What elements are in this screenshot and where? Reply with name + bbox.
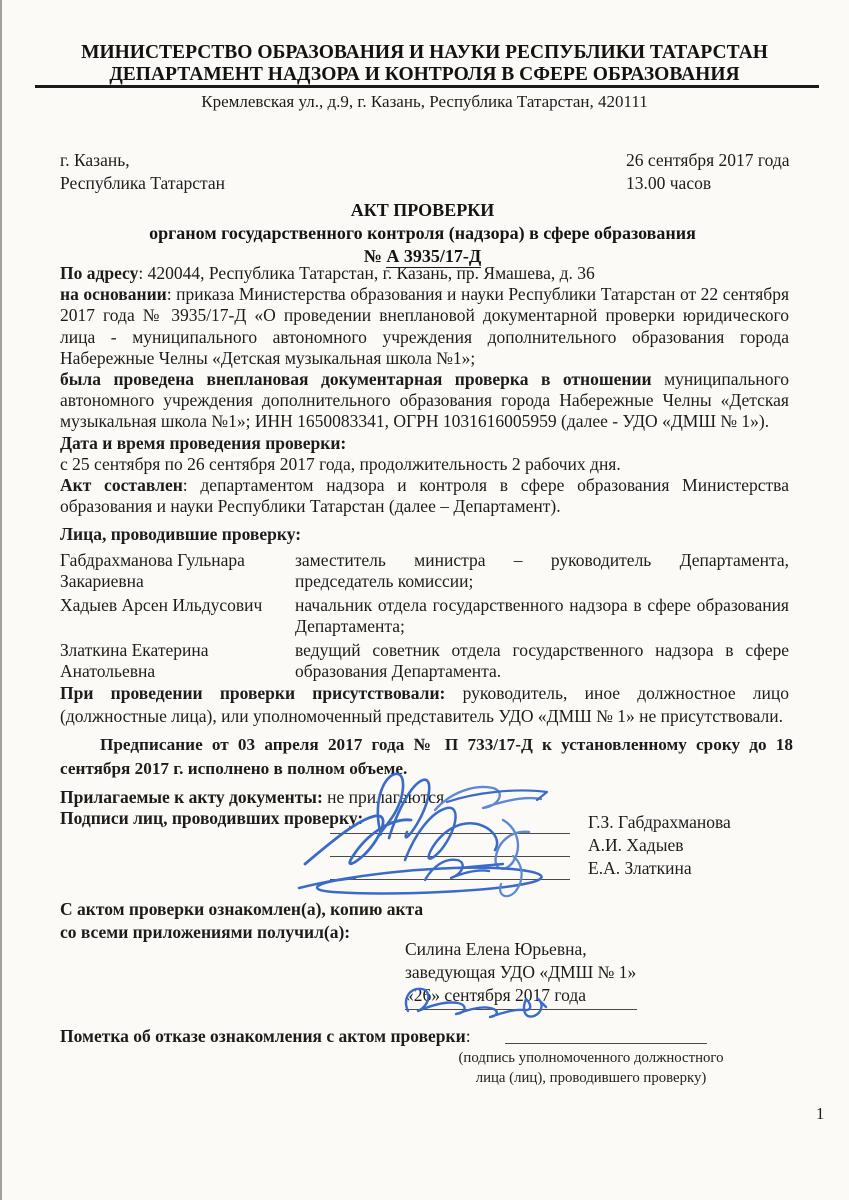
label-datetime: Дата и время проведения проверки:	[60, 432, 347, 453]
date-block	[626, 149, 790, 195]
refusal-caption-line1: (подпись уполномоченного должностного	[458, 1050, 724, 1066]
paragraph-presence	[60, 682, 789, 728]
inspector-name: Хадыев Арсен Ильдусович	[60, 595, 263, 615]
inspector-row	[60, 550, 789, 594]
page-number: 1	[816, 1104, 825, 1123]
inspector-row	[60, 640, 789, 684]
document-title	[60, 199, 785, 268]
signer-name-1: Г.З. Габдрахманова	[588, 812, 731, 832]
recipient-role: заведующая УДО «ДМШ № 1»	[405, 962, 637, 982]
act-number-prefix: №	[363, 246, 387, 266]
value-presence: руководитель, иное должностное лицо (должностные лица), или уполномоченный представитель УДО «ДМШ № 1» не присутствовали.	[60, 683, 790, 726]
inspector-role: начальник отдела государственного надзора в сфере образования Департамента;	[295, 595, 789, 637]
signer-name-2: А.И. Хадыев	[588, 835, 684, 855]
inspector-role: ведущий советник отдела государственного надзора в сфере образования Департамента.	[295, 640, 789, 682]
label-conducted: была проведена внеплановая документарная проверка в отношении	[60, 369, 652, 390]
place-region: Республика Татарстан	[60, 173, 226, 193]
title-line2: органом государственного контроля (надзора) в сфере образования	[149, 223, 696, 243]
refusal-colon: :	[465, 1026, 471, 1046]
paragraph-attachments	[60, 787, 789, 808]
inspector-name: Златкина Екатерина Анатольевна	[60, 640, 209, 682]
act-body	[60, 263, 789, 517]
signature-line-3	[330, 879, 570, 880]
inspector-name: Габдрахманова Гульнара Закариевна	[60, 550, 245, 592]
recipient-name: Силина Елена Юрьевна,	[405, 939, 587, 959]
acknowledgment-heading	[60, 898, 423, 944]
act-date: 26 сентября 2017 года	[626, 150, 790, 170]
value-basis: : приказа Министерства образования и науки Республики Татарстан от 22 сентября 2017 года № 3935/17-Д «О проведении внеплановой документарной проверки юридического лица - муниципального автономного учреждения дополнительного образования города Набережные Челны «Детская музыкальная школа №1»;	[60, 284, 789, 368]
paragraph-basis	[60, 284, 789, 369]
label-basis: на основании	[60, 284, 167, 305]
paragraph-address	[60, 263, 789, 284]
signature-line-1	[330, 833, 570, 834]
inspector-row	[60, 595, 789, 639]
recipient-date: «26» сентября 2017 года	[405, 985, 587, 1005]
paragraph-conducted	[60, 369, 789, 433]
act-number-value: А 3935/17-Д	[386, 246, 482, 266]
recipient-block	[405, 938, 636, 1007]
letterhead-address: Кремлевская ул., д.9, г. Казань, Республика Татарстан, 420111	[201, 92, 648, 111]
acknowledgment-line1: С актом проверки ознакомлен(а), копию акта	[60, 899, 424, 919]
label-attachments: Прилагаемые к акту документы:	[60, 787, 323, 807]
refusal-signature-line	[505, 1043, 707, 1044]
letterhead-rule	[35, 85, 819, 88]
refusal-caption	[455, 1048, 727, 1088]
value-conducted: муниципального автономного учреждения дополнительного образования города Набережные Челны «Детская музыкальная школа №1»; ИНН 1650083341, ОГРН 1031616005959 (далее - УДО «ДМШ № 1»).	[60, 369, 789, 432]
department-name: ДЕПАРТАМЕНТ НАДЗОРА И КОНТРОЛЯ В СФЕРЕ ОБРАЗОВАНИЯ	[109, 64, 740, 85]
place-city: г. Казань,	[60, 150, 130, 170]
refusal-caption-line2: лица (лиц), проводившего проверку)	[475, 1070, 707, 1086]
title-line1: АКТ ПРОВЕРКИ	[350, 200, 495, 220]
label-address: По адресу	[60, 263, 139, 283]
value-composed: : департаментом надзора и контроля в сфере образования Министерства образования и науки Республики Татарстан (далее – Департамент).	[60, 475, 789, 517]
inspectors-heading: Лица, проводившие проверку:	[60, 524, 302, 544]
inspector-role: заместитель министра – руководитель Департамента, председатель комиссии;	[295, 550, 789, 592]
signatures-heading: Подписи лиц, проводивших проверку:	[60, 808, 364, 828]
refusal-note	[60, 1026, 471, 1047]
signature-line-2	[330, 856, 570, 857]
letterhead	[40, 42, 809, 86]
recipient-signature-line	[405, 1009, 637, 1010]
signer-name-3: Е.А. Златкина	[588, 858, 692, 878]
paragraph-datetime-label	[60, 433, 789, 454]
refusal-label-text: Пометка об отказе ознакомления с актом проверки	[60, 1026, 466, 1046]
paragraph-composed	[60, 475, 789, 517]
place-block	[60, 149, 225, 195]
value-attachments: не прилагаются	[322, 787, 445, 807]
label-presence: При проведении проверки присутствовали:	[60, 683, 446, 703]
ministry-name: МИНИСТЕРСТВО ОБРАЗОВАНИЯ И НАУКИ РЕСПУБЛИКИ ТАТАРСТАН	[81, 42, 768, 63]
paragraph-datetime-value: с 25 сентября по 26 сентября 2017 года, продолжительность 2 рабочих дня.	[60, 453, 621, 474]
paragraph-prescription: Предписание от 03 апреля 2017 года № П 733/17-Д к установленному сроку до 18 сентября 2017 г. исполнено в полном объеме.	[60, 735, 793, 778]
act-time: 13.00 часов	[626, 173, 712, 193]
acknowledgment-line2: со всеми приложениями получил(а):	[60, 922, 351, 942]
label-composed: Акт составлен	[60, 475, 183, 496]
value-address: : 420044, Республика Татарстан, г. Казань, пр. Ямашева, д. 36	[138, 263, 595, 283]
